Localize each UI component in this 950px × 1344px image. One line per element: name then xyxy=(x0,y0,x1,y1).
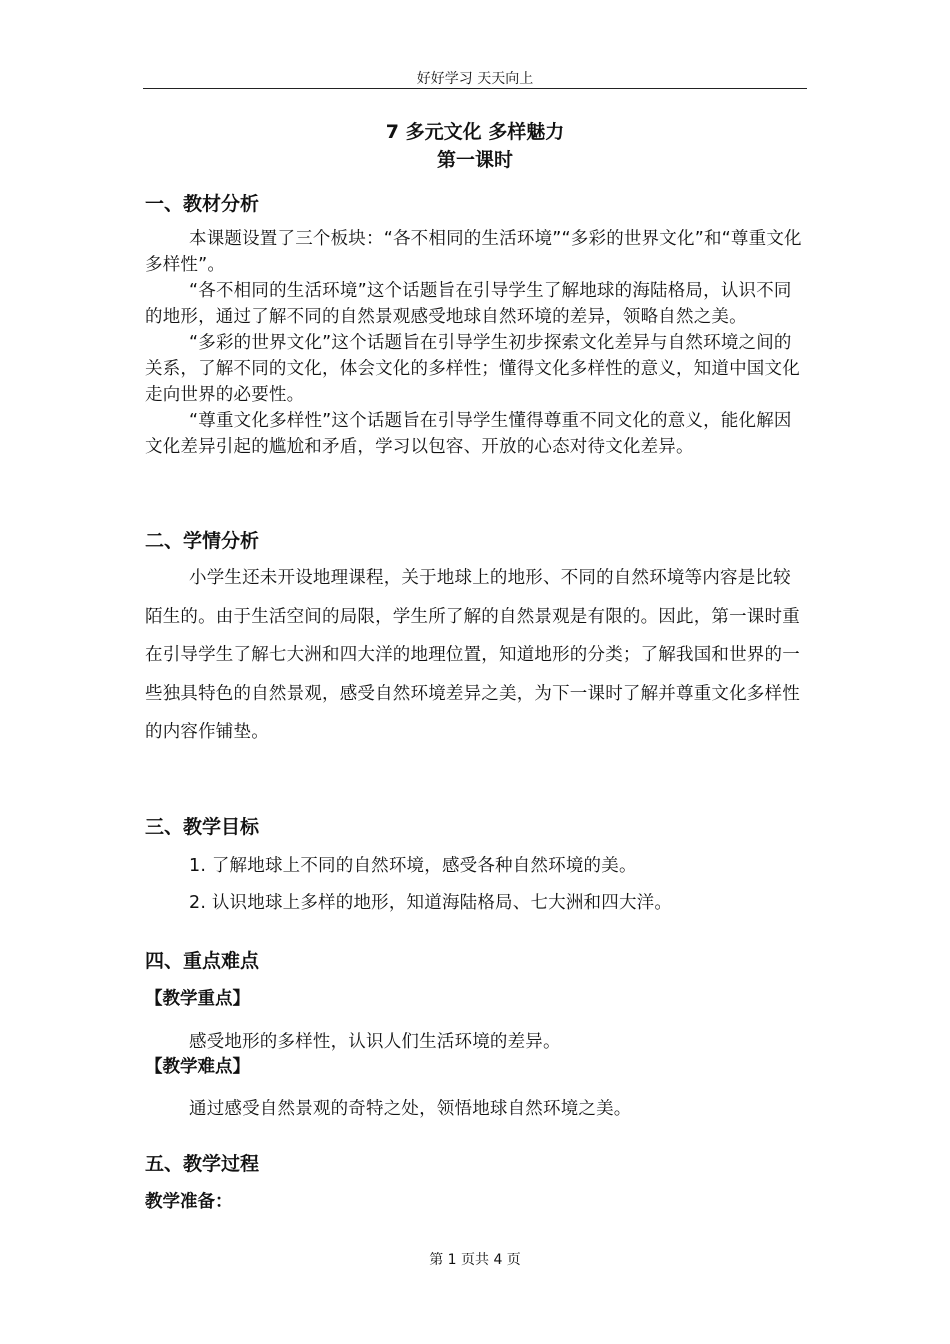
goal-item: 1. 了解地球上不同的自然环境，感受各种自然环境的美。 xyxy=(189,856,637,876)
section-heading-teaching-goals: 三、教学目标 xyxy=(145,816,260,838)
section-textbook-analysis-body xyxy=(145,226,805,460)
goal-item: 2. 认识地球上多样的地形，知道海陆格局、七大洲和四大洋。 xyxy=(189,893,673,913)
difficulty-text: 通过感受自然景观的奇特之处，领悟地球自然环境之美。 xyxy=(189,1099,632,1119)
header-divider xyxy=(143,88,807,89)
paragraph: “多彩的世界文化”这个话题旨在引导学生初步探索文化差异与自然环境之间的关系，了解不同的文化，体会文化的多样性；懂得文化多样性的意义，知道中国文化走向世界的必要性。 xyxy=(145,333,800,405)
paragraph: 本课题设置了三个板块：“各不相同的生活环境”“多彩的世界文化”和“尊重文化多样性”。 xyxy=(145,229,802,275)
document-title: 7 多元文化 多样魅力 xyxy=(385,121,565,143)
section-heading-teaching-process: 五、教学过程 xyxy=(145,1153,260,1175)
section-heading-key-points: 四、重点难点 xyxy=(145,950,260,972)
paragraph: “尊重文化多样性”这个话题旨在引导学生懂得尊重不同文化的意义，能化解因文化差异引起的尴尬和矛盾，学习以包容、开放的心态对待文化差异。 xyxy=(145,411,792,457)
preparation-label: 教学准备： xyxy=(145,1192,233,1212)
difficulty-label: 【教学难点】 xyxy=(145,1057,250,1077)
page-header: 好好学习 天天向上 xyxy=(416,71,534,87)
section-heading-learner-analysis: 二、学情分析 xyxy=(145,530,260,552)
paragraph: 小学生还未开设地理课程，关于地球上的地形、不同的自然环境等内容是比较陌生的。由于生活空间的局限，学生所了解的自然景观是有限的。因此，第一课时重在引导学生了解七大洲和四大洋的地理位置，知道地形的分类；了解我国和世界的一些独具特色的自然景观，感受自然环境差异之美，为下一课时了解并尊重文化多样性的内容作铺垫。 xyxy=(145,568,800,742)
section-heading-textbook-analysis: 一、教材分析 xyxy=(145,193,260,215)
key-point-label: 【教学重点】 xyxy=(145,989,250,1009)
paragraph: “各不相同的生活环境”这个话题旨在引导学生了解地球的海陆格局，认识不同的地形，通过了解不同的自然景观感受地球自然环境的差异，领略自然之美。 xyxy=(145,281,792,327)
document-subtitle: 第一课时 xyxy=(436,149,513,171)
page-footer: 第 1 页共 4 页 xyxy=(429,1252,521,1268)
key-point-text: 感受地形的多样性，认识人们生活环境的差异。 xyxy=(189,1032,561,1052)
